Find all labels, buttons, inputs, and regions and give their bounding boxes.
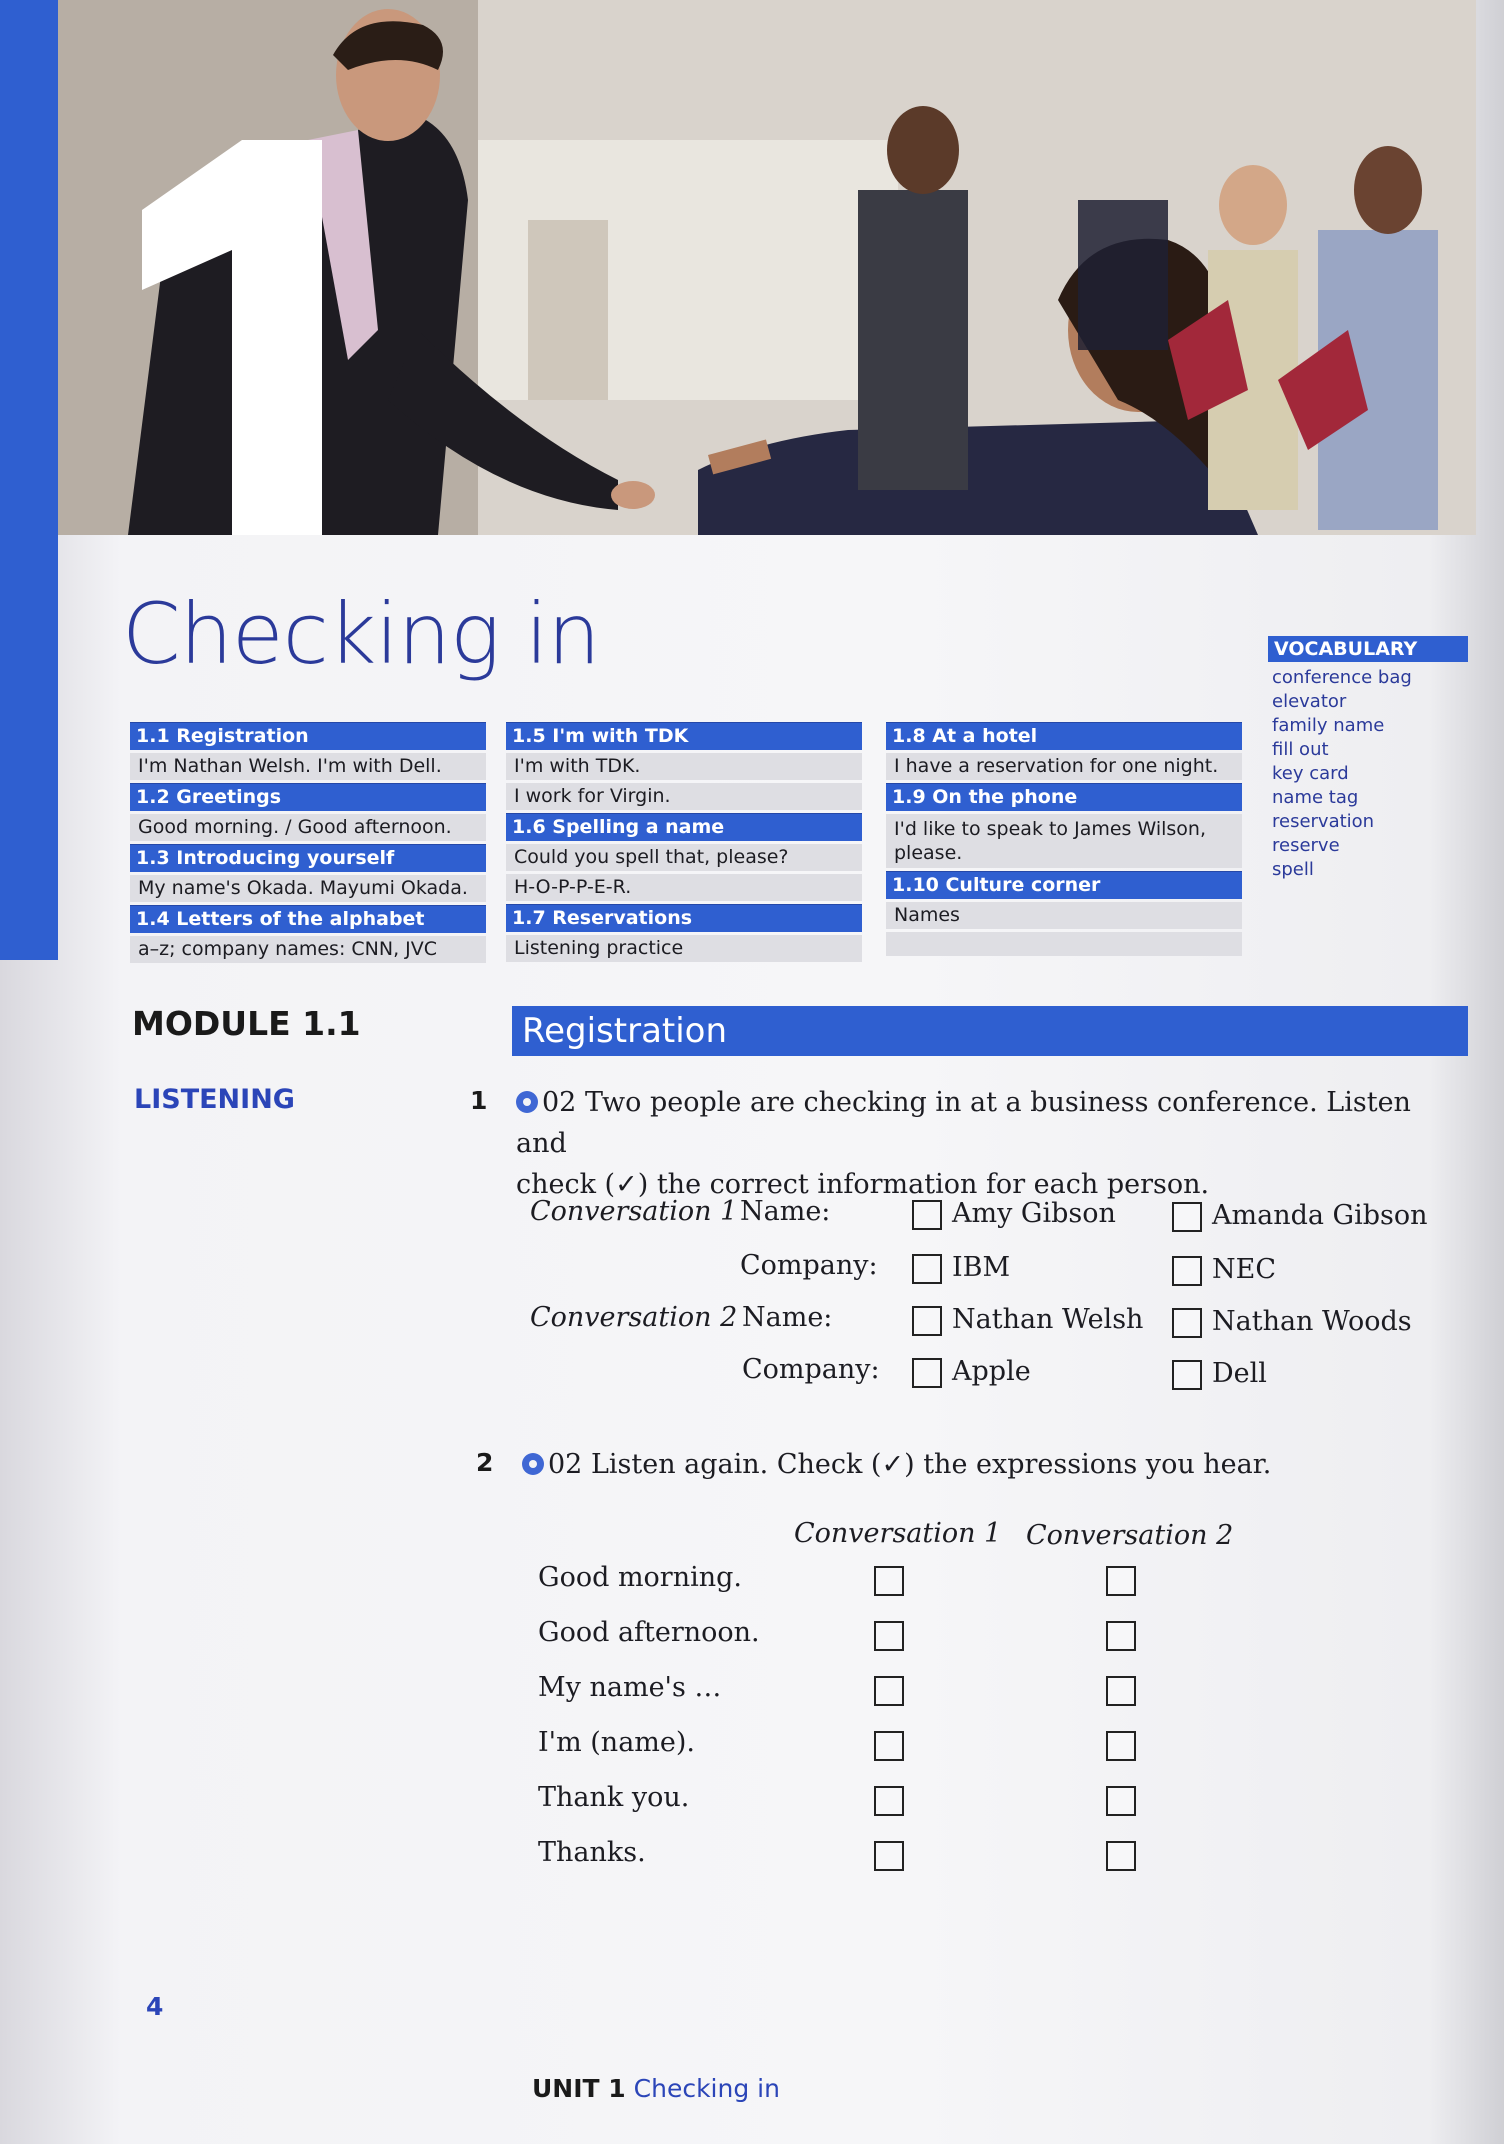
contents-filler <box>886 932 1242 956</box>
contents-heading[interactable]: 1.4 Letters of the alphabet <box>130 905 486 933</box>
contents-heading[interactable]: 1.9 On the phone <box>886 783 1242 811</box>
checkbox-conversation-1[interactable] <box>874 1566 904 1596</box>
contents-line: Names <box>886 902 1242 929</box>
contents-line: Good morning. / Good afternoon. <box>130 814 486 841</box>
column-header-conversation-2: Conversation 2 <box>1026 1520 1234 1551</box>
contents-column-2 <box>506 722 862 965</box>
vocabulary-box <box>1268 636 1468 882</box>
unit-contents-table <box>130 722 1242 966</box>
vocabulary-item: conference bag <box>1272 667 1412 688</box>
expression-label: My name's … <box>538 1672 722 1703</box>
option-text: Amy Gibson <box>952 1198 1116 1229</box>
checkbox-conversation-2[interactable] <box>1106 1621 1136 1651</box>
contents-heading[interactable]: 1.10 Culture corner <box>886 871 1242 899</box>
exercise-1-number: 1 <box>470 1086 488 1115</box>
contents-heading[interactable]: 1.6 Spelling a name <box>506 813 862 841</box>
instruction-text: Listen again. Check (✓) the expressions you hear. <box>590 1449 1272 1480</box>
vocabulary-item: family name <box>1272 715 1385 736</box>
field-label: Company: <box>742 1354 880 1385</box>
contents-line: I'm Nathan Welsh. I'm with Dell. <box>130 753 486 780</box>
checkbox-conversation-2[interactable] <box>1106 1676 1136 1706</box>
contents-column-3 <box>886 722 1242 956</box>
checkbox-conversation-2[interactable] <box>1106 1786 1136 1816</box>
vocabulary-item: fill out <box>1272 739 1329 760</box>
exercise-2-number: 2 <box>476 1448 494 1477</box>
field-label: Name: <box>742 1302 833 1333</box>
footer-unit-title: Checking in <box>633 2074 780 2103</box>
contents-line: H-O-P-P-E-R. <box>506 874 862 901</box>
field-label: Company: <box>740 1250 878 1281</box>
vocabulary-item: spell <box>1272 859 1314 880</box>
exercise-1-line-1 <box>516 1082 1466 1164</box>
page-number: 4 <box>146 1992 164 2021</box>
checkbox-conversation-2[interactable] <box>1106 1841 1136 1871</box>
checkbox[interactable] <box>1172 1360 1202 1390</box>
option-text: Nathan Woods <box>1212 1306 1412 1337</box>
contents-line: a–z; company names: CNN, JVC <box>130 936 486 963</box>
checkbox[interactable] <box>912 1200 942 1230</box>
contents-line: I'm with TDK. <box>506 753 862 780</box>
checkbox-conversation-1[interactable] <box>874 1621 904 1651</box>
expression-label: Good afternoon. <box>538 1617 760 1648</box>
section-title-bar: Registration <box>512 1006 1468 1056</box>
expression-label: Thanks. <box>538 1837 646 1868</box>
field-label: Name: <box>740 1196 831 1227</box>
unit-title: Checking in <box>122 585 600 683</box>
contents-line: Listening practice <box>506 935 862 962</box>
module-label: MODULE 1.1 <box>132 1004 361 1043</box>
checkbox-conversation-2[interactable] <box>1106 1566 1136 1596</box>
exercise-2-instructions <box>522 1444 1462 1485</box>
checkbox[interactable] <box>912 1254 942 1284</box>
track-number: 02 <box>542 1087 577 1118</box>
expression-label: Good morning. <box>538 1562 742 1593</box>
skill-label: LISTENING <box>134 1084 295 1115</box>
vocabulary-item: key card <box>1272 763 1349 784</box>
checkbox-conversation-2[interactable] <box>1106 1731 1136 1761</box>
audio-track-icon[interactable] <box>516 1091 538 1113</box>
exercise-1-instructions <box>516 1082 1466 1205</box>
contents-heading[interactable]: 1.3 Introducing yourself <box>130 844 486 872</box>
contents-heading[interactable]: 1.2 Greetings <box>130 783 486 811</box>
contents-heading[interactable]: 1.7 Reservations <box>506 904 862 932</box>
vocabulary-item: name tag <box>1272 787 1359 808</box>
vocabulary-item: reservation <box>1272 811 1375 832</box>
footer-unit-label: UNIT 1 <box>532 2074 626 2103</box>
expression-label: I'm (name). <box>538 1727 695 1758</box>
vocabulary-item: reserve <box>1272 835 1340 856</box>
checkbox-conversation-1[interactable] <box>874 1841 904 1871</box>
conversation-label: Conversation 2 <box>530 1302 738 1333</box>
instruction-text: Two people are checking in at a business conference. Listen and <box>516 1087 1411 1159</box>
checkbox[interactable] <box>1172 1202 1202 1232</box>
vocabulary-item: elevator <box>1272 691 1347 712</box>
option-text: IBM <box>952 1252 1011 1283</box>
option-text: Dell <box>1212 1358 1267 1389</box>
exercise-1-line-2: check (✓) the correct information for each person. <box>516 1169 1210 1200</box>
track-number: 02 <box>548 1449 583 1480</box>
contents-column-1 <box>130 722 486 966</box>
contents-line: I work for Virgin. <box>506 783 862 810</box>
checkbox[interactable] <box>1172 1256 1202 1286</box>
expression-label: Thank you. <box>538 1782 690 1813</box>
checkbox[interactable] <box>912 1358 942 1388</box>
blue-spine-band <box>0 0 58 960</box>
audio-track-icon[interactable] <box>522 1453 544 1475</box>
column-header-conversation-1: Conversation 1 <box>794 1518 1002 1549</box>
contents-heading[interactable]: 1.5 I'm with TDK <box>506 722 862 750</box>
contents-heading[interactable]: 1.8 At a hotel <box>886 722 1242 750</box>
checkbox[interactable] <box>912 1306 942 1336</box>
conversation-label: Conversation 1 <box>530 1196 738 1227</box>
contents-heading[interactable]: 1.1 Registration <box>130 722 486 750</box>
option-text: NEC <box>1212 1254 1276 1285</box>
page-footer <box>532 2074 780 2103</box>
checkbox-conversation-1[interactable] <box>874 1676 904 1706</box>
contents-line: My name's Okada. Mayumi Okada. <box>130 875 486 902</box>
checkbox[interactable] <box>1172 1308 1202 1338</box>
checkbox-conversation-1[interactable] <box>874 1786 904 1816</box>
unit-number-graphic <box>122 140 332 535</box>
vocabulary-heading: VOCABULARY <box>1268 636 1468 662</box>
checkbox-conversation-1[interactable] <box>874 1731 904 1761</box>
contents-line: I'd like to speak to James Wilson, please. <box>886 814 1242 868</box>
option-text: Amanda Gibson <box>1212 1200 1428 1231</box>
option-text: Nathan Welsh <box>952 1304 1144 1335</box>
contents-line: Could you spell that, please? <box>506 844 862 871</box>
contents-line: I have a reservation for one night. <box>886 753 1242 780</box>
option-text: Apple <box>952 1356 1031 1387</box>
